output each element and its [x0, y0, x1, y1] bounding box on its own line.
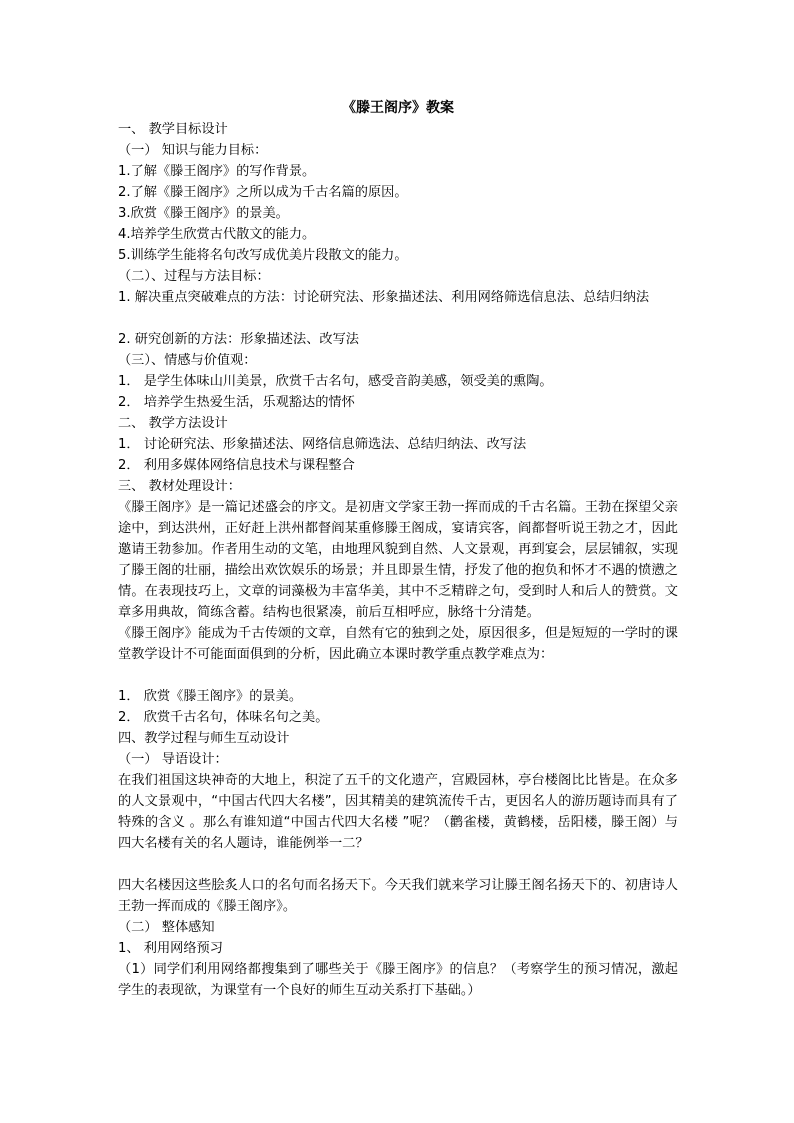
- paragraph-text-preview: （1）同学们利用网络都搜集到了哪些关于《滕王阁序》的信息？（考察学生的预习情况，激起学生的表现欲，为课堂有一个良好的师生互动关系打下基础。）: [118, 962, 678, 998]
- paragraph-text-towers: 四大名楼因这些脍炙人口的名句而名扬天下。今天我们就来学习让滕王阁名扬天下的、初唐诗人王勃一挥而成的《滕王阁序》。: [118, 878, 678, 914]
- paragraph-text-lead: 在我们祖国这块神奇的大地上，积淀了五千的文化遗产，宫殿园林，亭台楼阁比比皆是。在众多的人文景观中，“中国古代四大名楼”，因其精美的建筑流传千古，更因名人的游历题诗而具有了特殊的含义 。那么有谁知道“中国古代四大名楼 ”呢？（鹳雀楼，黄鹤楼，岳阳楼，滕王阁）与四大名楼有关的名人题诗，谁能例举一二？: [118, 773, 678, 851]
- list-item: 2． 培养学生热爱生活，乐观豁达的情怀: [118, 395, 355, 410]
- list-item: 2. 研究创新的方法：形象描述法、改写法: [118, 332, 359, 347]
- document-title: 《滕王阁序》教案: [342, 100, 454, 116]
- section-heading-material: 三、 教材处理设计：: [118, 479, 241, 494]
- document-page: [118, 98, 678, 1001]
- list-item: 1. 解决重点突破难点的方法：讨论研究法、形象描述法、利用网络筛选信息法、总结归纳法: [118, 290, 650, 305]
- list-item: 2.了解《滕王阁序》之所以成为千古名篇的原因。: [118, 185, 408, 200]
- list-item: 1． 是学生体味山川美景，欣赏千古名句，感受音韵美感，领受美的熏陶。: [118, 374, 553, 389]
- subsection-emotion-values: （三）、情感与价值观：: [118, 353, 257, 368]
- list-item: 1.了解《滕王阁序》的写作背景。: [118, 164, 316, 179]
- subsection-overall-perception: （二） 整体感知: [118, 920, 215, 935]
- subsection-knowledge-ability: （一） 知识与能力目标：: [118, 143, 268, 158]
- list-item: 1． 欣赏《滕王阁序》的景美。: [118, 689, 303, 704]
- list-item: 1、 利用网络预习: [118, 941, 223, 956]
- list-item: 2． 利用多媒体网络信息技术与课程整合: [118, 458, 355, 473]
- list-item: 1． 讨论研究法、形象描述法、网络信息筛选法、总结归纳法、改写法: [118, 437, 527, 452]
- subsection-introduction: （一） 导语设计：: [118, 752, 228, 767]
- paragraph-text-intro: 《滕王阁序》是一篇记述盛会的序文。是初唐文学家王勃一挥而成的千古名篇。王勃在探望父亲途中，到达洪州，正好赶上洪州都督阎某重修滕王阁成，宴请宾客，阎都督听说王勃之才，因此邀请王勃参加。作者用生动的文笔，由地理风貌到自然、人文景观，再到宴会，层层铺叙，实现了滕王阁的壮丽，描绘出欢饮娱乐的场景；并且即景生情，抒发了他的抱负和怀才不遇的愤懑之情。在表现技巧上，文章的词藻极为丰富华美，其中不乏精辟之句，受到时人和后人的赞赏。文章多用典故，简练含蓄。结构也很紧凑，前后互相呼应，脉络十分清楚。: [118, 500, 678, 620]
- section-heading-process: 四、教学过程与师生互动设计: [118, 731, 290, 746]
- list-item: 3.欣赏《滕王阁序》的景美。: [118, 206, 289, 221]
- section-heading-objectives: 一、 教学目标设计: [118, 122, 228, 137]
- blank-line: [118, 854, 678, 875]
- section-heading-methods: 二、 教学方法设计: [118, 416, 228, 431]
- subsection-process-method: （二）、过程与方法目标：: [118, 269, 270, 284]
- list-item: 2． 欣赏千古名句，体味名句之美。: [118, 710, 329, 725]
- list-item: 4.培养学生欣赏古代散文的能力。: [118, 227, 316, 242]
- paragraph-text-focus: 《滕王阁序》能成为千古传颂的文章，自然有它的独到之处，原因很多，但是短短的一学时的课堂教学设计不可能面面俱到的分析，因此确立本课时教学重点教学难点为：: [118, 626, 678, 662]
- list-item: 5.训练学生能将名句改写成优美片段散文的能力。: [118, 248, 408, 263]
